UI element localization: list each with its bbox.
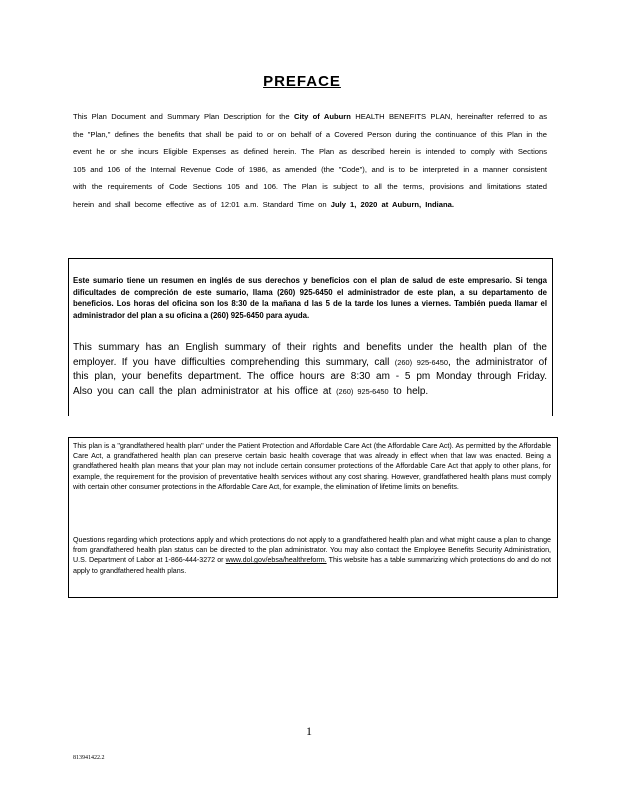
phone-number: (260) 925-6450 [336, 386, 389, 396]
page-title: PREFACE [263, 73, 341, 90]
phone-number: (260) 925-6450 [394, 357, 448, 367]
grandfathered-paragraph-2: Questions regarding which protections apply and which protections do not apply to a grandfathered health plan and what might cause a plan to change from grandfathered health plan status can be directed to the plan administrator. You may also contact the Employee Benefits Security Administration, U.S. Department of Labor at 1-866-444-3272 or www.dol.gov/ebsa/healthreform. This website has a table summarizing which protections do and do not apply to grandfathered health plans. [73, 536, 552, 575]
document-id: 813941422.2 [73, 755, 105, 761]
intro-paragraph: This Plan Document and Summary Plan Description for the City of Auburn HEALTH BENEFITS PLAN, hereinafter referred to as the "Plan," defines the benefits that shall be paid to or on behalf of a Covered Person during the continuance of this Plan in the event he or she incurs Eligible Expenses as defined herein. The Plan as described herein is intended to comply with Sections 105 and 106 of the Internal Revenue Code of 1986, as amended (the "Code"), and is to be interpreted in a manner consistent with the requirements of Code Sections 105 and 106. The Plan is subject to all the terms, provisions and limitations stated herein and shall become effective as of 12:01 a.m. Standard Time on July 1, 2020 at Auburn, Indiana. [73, 112, 547, 209]
effective-date: July 1, 2020 at Auburn, Indiana. [330, 199, 454, 209]
grandfathered-paragraph-1: This plan is a "grandfathered health plan" under the Patient Protection and Affordable Care Act (the Affordable Care Act). As permitted by the Affordable Care Act, a grandfathered health plan can preserve certain basic health coverage that was already in effect when that law was enacted. Being a grandfathered health plan means that your plan may not include certain consumer protections of the Affordable Care Act that apply to other plans, for example, the requirement for the provision of preventative health services without any cost sharing. However, grandfathered health plans must comply with certain other consumer protections in the Affordable Care Act, for example, the elimination of lifetime limits on benefits. [73, 442, 551, 491]
spanish-notice: Este sumario tiene un resumen en inglés de sus derechos y beneficios con el plan de salud de este empresario. Si tenga dificultades de compreción de este sumario, llama (260) 925-6450 el administrador de este plan, a su departamento de beneficios. Los horas del oficina son los 8:30 de la mañana d las 5 de la tarde los lunes a viernes. También pueda llamar el administrador del plan a su oficina a (260) 925-6450 para ayuda. [73, 276, 547, 321]
organization-name: City of Auburn [293, 112, 351, 121]
dol-link[interactable]: www.dol.gov/ebsa/healthreform. [225, 556, 327, 565]
english-notice: This summary has an English summary of their rights and benefits under the health plan of the employer. If you have difficulties comprehending this summary, call (260) 925-6450, the administrator of this plan, your benefits department. The office hours are 8:30 am - 5 pm Monday through Friday. Also you can call the plan administrator at his office at (260) 925-6450 to help. [73, 342, 547, 397]
page-number: 1 [306, 724, 312, 738]
